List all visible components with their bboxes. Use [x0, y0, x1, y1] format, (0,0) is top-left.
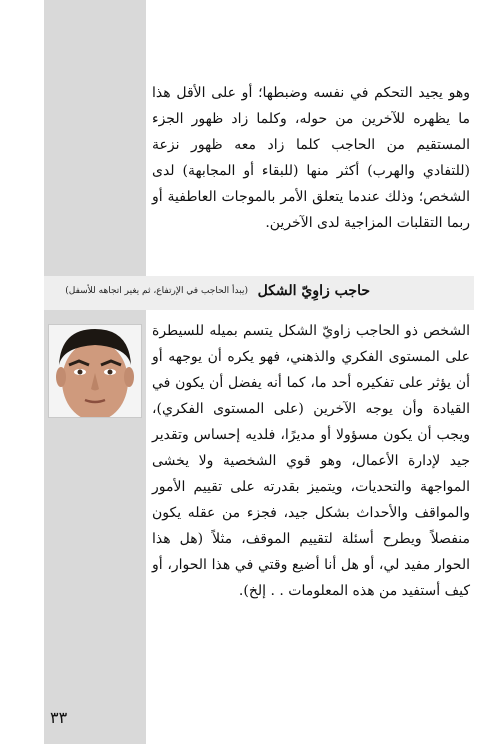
intro-paragraph: وهو يجيد التحكم في نفسه وضبطها؛ أو على الأقل هذا ما يظهره للآخرين من حوله، وكلما زاد ظهور الجزء المستقيم من الحاجب كلما زاد معه ظهور نزعة (للتفادي والهرب) أكثر منها (للبقاء أو المجابهة) لدى الشخص؛ وذلك عندما يتعلق الأمر بالموجات العاطفية أو ربما التقلبات المزاجية لدى الآخرين. [152, 85, 470, 231]
section-subtitle: (يبدأ الحاجب في الإرتفاع، ثم يغير اتجاهه للأسفل) [65, 286, 248, 296]
section-heading [44, 276, 474, 310]
body-paragraph: الشخص ذو الحاجب زاويّ الشكل يتسم بميله للسيطرة على المستوى الفكري والذهني، فهو يكره أن يوجهه أو أن يؤثر على تفكيره أحد ما، كما أنه يفضل أن يكون في القيادة وأن يوجه الآخرين (على المستوى الفكري)، ويجب أن يكون مسؤولا أو مديرًا، فلديه إحساس وتقدير جيد لإدارة الأعمال، وهو قوي الشخصية ولا يخشى المواجهة والتحديات، ويتميز بقدرته على تقييم الأمور والمواقف والأحداث بشكل جيد، فجزء من عقله يكون منفصلاً ويطرح أسئلة لتقييم الموقف، مثلاً (هل هذا الحوار مفيد لي، أو هل أنا أضيع وقتي في هذا الحوار، أو كيف أستفيد من هذه المعلومات . . إلخ). [152, 323, 470, 599]
face-portrait-image [48, 324, 142, 418]
page-number: ٣٣ [50, 708, 68, 727]
face-illustration [49, 325, 141, 417]
section-title: حاجب زاوِيّ الشكل [257, 283, 370, 299]
